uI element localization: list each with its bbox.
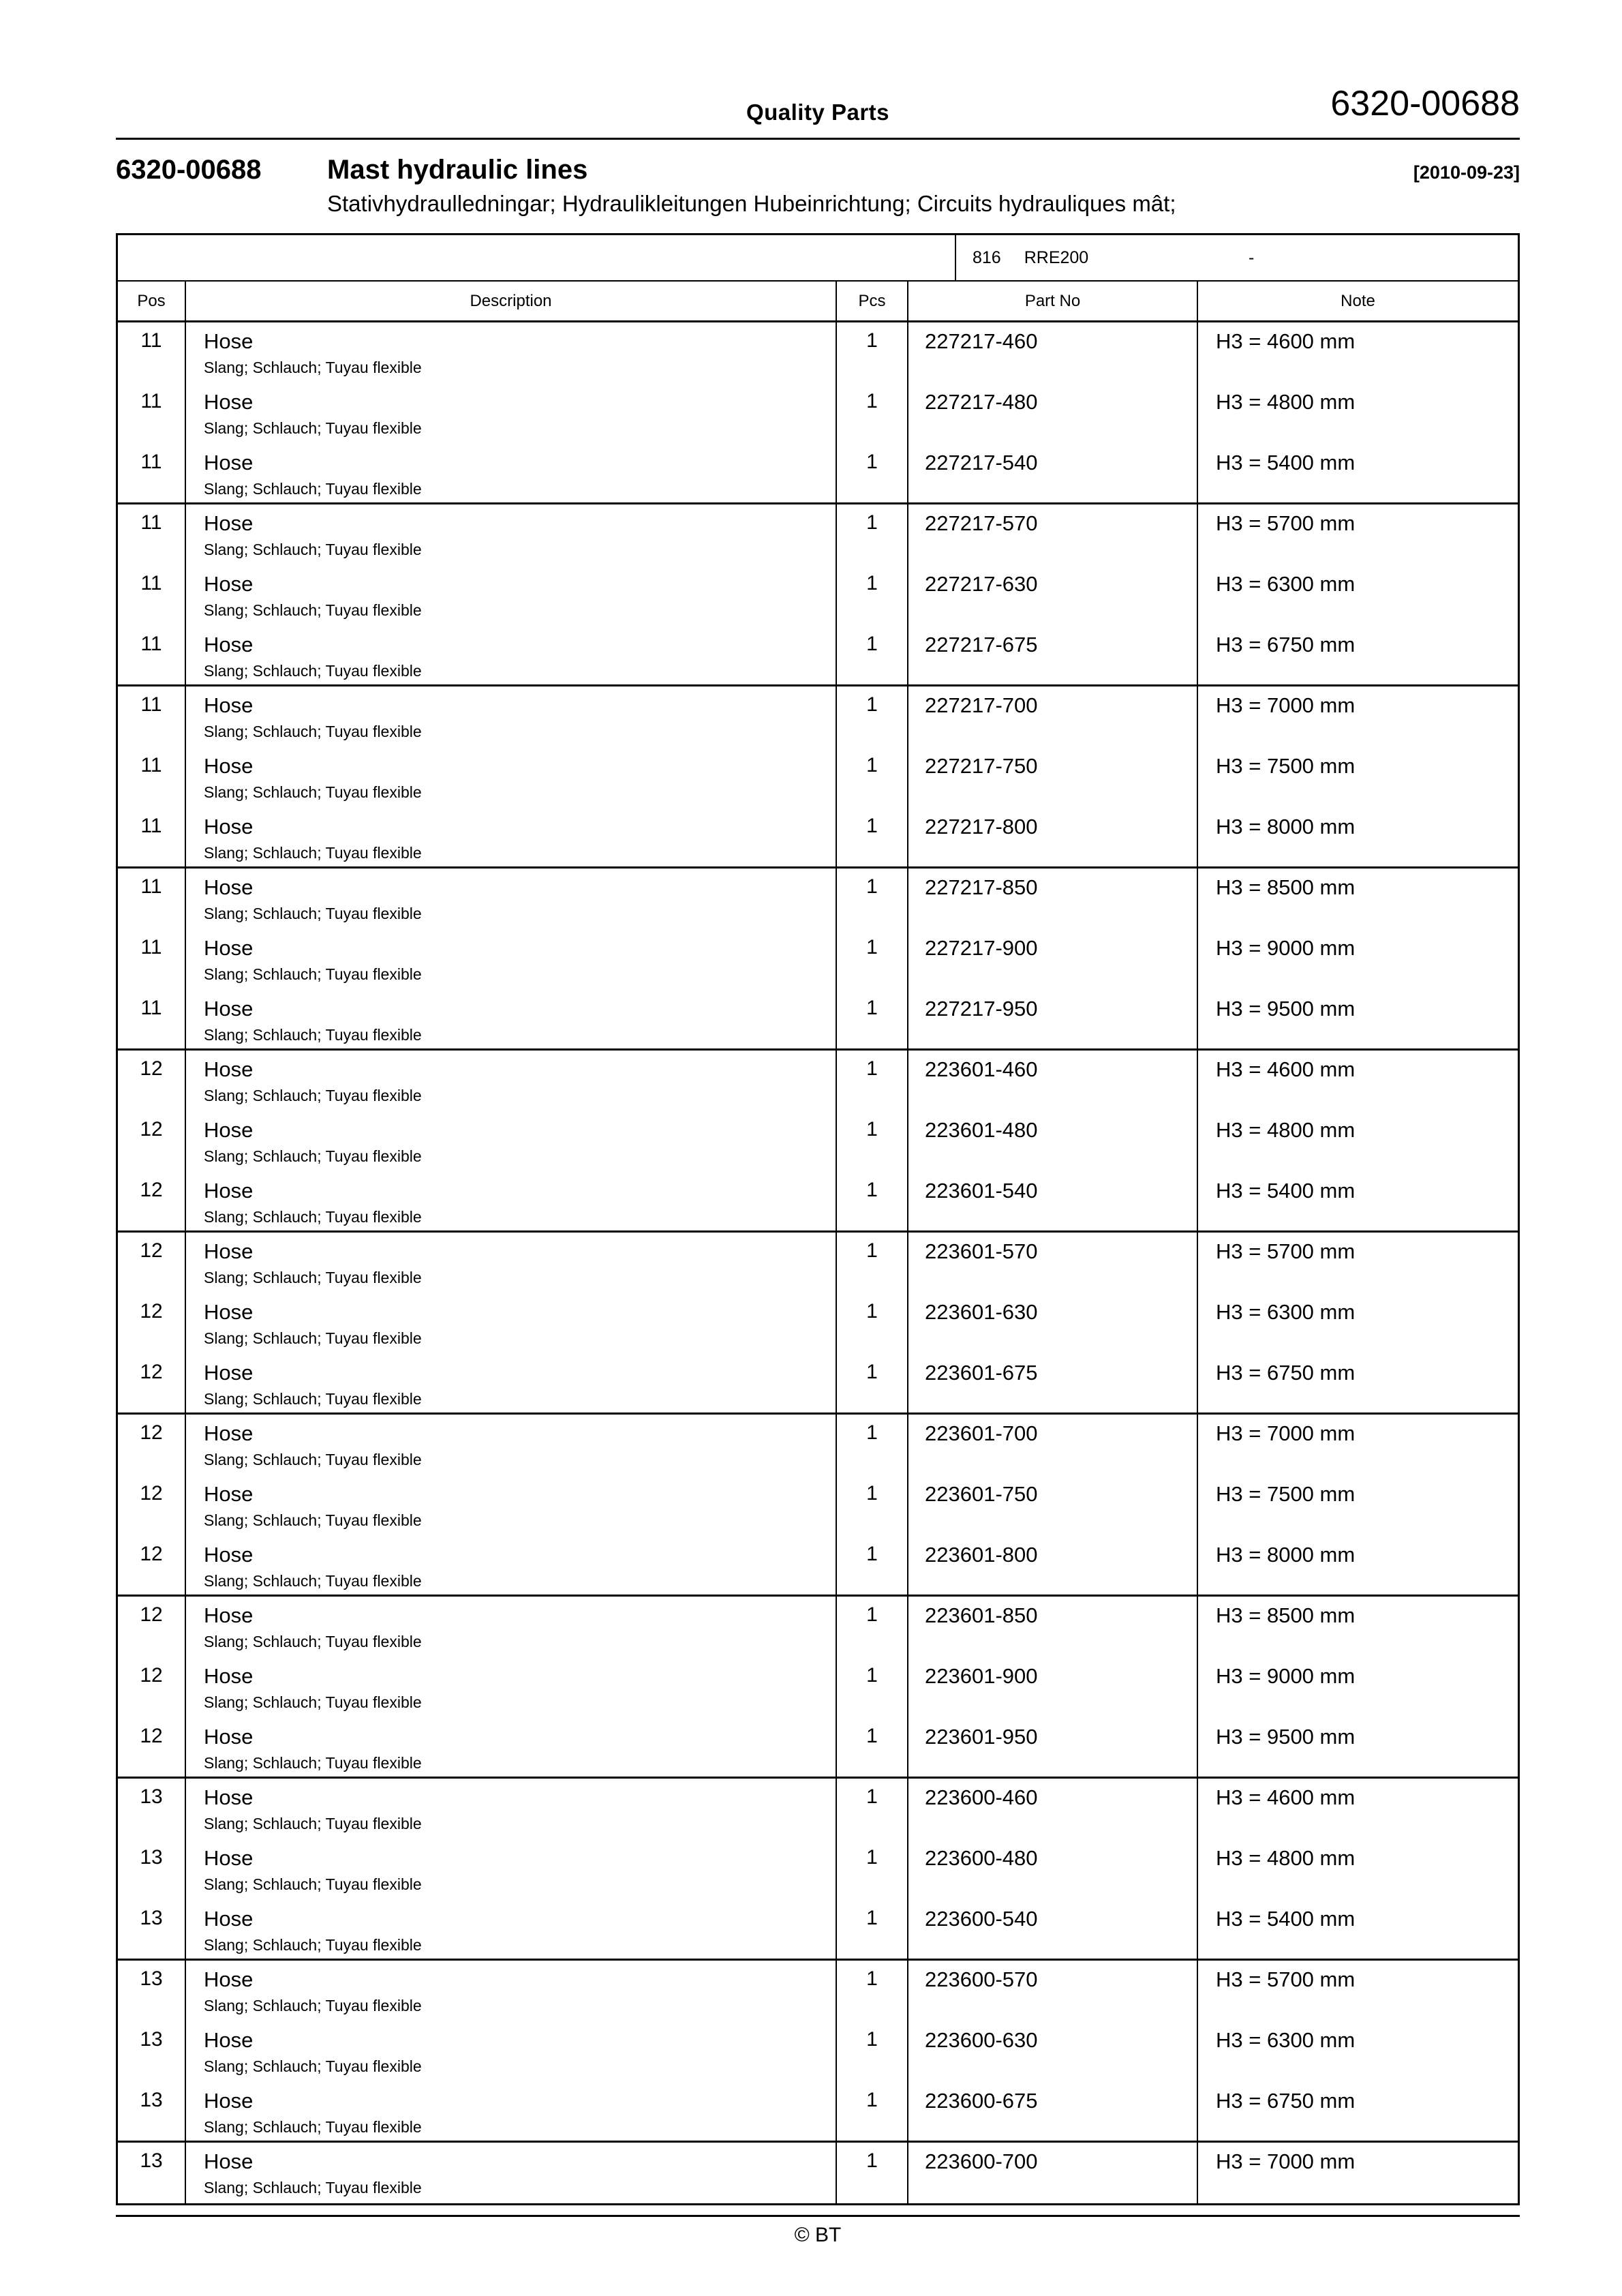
description-sub: Slang; Schlauch; Tuyau flexible xyxy=(204,844,422,862)
table-row xyxy=(118,1415,1518,1475)
note-cell: H3 = 8000 mm xyxy=(1216,815,1356,839)
description-main: Hose xyxy=(204,451,254,474)
description-cell xyxy=(186,1354,837,1413)
description-sub: Slang; Schlauch; Tuyau flexible xyxy=(204,2057,422,2075)
pos-cell: 12 xyxy=(118,1051,186,1111)
part-no-cell: 223600-630 xyxy=(908,2021,1198,2082)
footer-divider xyxy=(116,2215,1520,2217)
model-header-empty-cell xyxy=(118,235,956,280)
table-row xyxy=(118,1779,1518,1839)
pos-cell: 11 xyxy=(118,868,186,929)
model-header-row xyxy=(118,235,1518,282)
description-main: Hose xyxy=(204,390,254,414)
table-row xyxy=(118,1718,1518,1779)
note-cell: H3 = 5700 mm xyxy=(1216,1239,1356,1263)
pos-cell: 11 xyxy=(118,444,186,502)
pcs-cell: 1 xyxy=(837,1597,908,1657)
description-cell xyxy=(186,1961,837,2021)
table-row xyxy=(118,1961,1518,2021)
description-sub: Slang; Schlauch; Tuyau flexible xyxy=(204,1269,422,1286)
description-cell xyxy=(186,1536,837,1595)
description-main: Hose xyxy=(204,1846,254,1870)
pos-cell: 12 xyxy=(118,1475,186,1536)
note-cell: H3 = 4800 mm xyxy=(1216,1846,1356,1870)
column-header-part-no: Part No xyxy=(908,282,1198,320)
description-main: Hose xyxy=(204,875,254,899)
description-cell xyxy=(186,1111,837,1172)
header-document-number: 6320-00688 xyxy=(1330,84,1520,123)
note-cell: H3 = 6300 mm xyxy=(1216,1300,1356,1324)
pcs-cell: 1 xyxy=(837,1779,908,1839)
description-main: Hose xyxy=(204,1239,254,1263)
pcs-cell: 1 xyxy=(837,383,908,444)
description-sub: Slang; Schlauch; Tuyau flexible xyxy=(204,965,422,983)
table-row xyxy=(118,747,1518,808)
header-center-title: Quality Parts xyxy=(746,100,890,125)
note-cell: H3 = 6750 mm xyxy=(1216,2089,1356,2113)
table-row xyxy=(118,990,1518,1051)
table-row xyxy=(118,504,1518,565)
description-cell xyxy=(186,1900,837,1959)
description-cell xyxy=(186,383,837,444)
table-row xyxy=(118,1475,1518,1536)
note-cell: H3 = 8500 mm xyxy=(1216,1603,1356,1627)
description-main: Hose xyxy=(204,329,254,353)
part-no-cell: 223601-850 xyxy=(908,1597,1198,1657)
description-cell xyxy=(186,929,837,990)
pcs-cell: 1 xyxy=(837,504,908,565)
pcs-cell: 1 xyxy=(837,444,908,502)
page-header xyxy=(116,0,1520,140)
note-cell: H3 = 4600 mm xyxy=(1216,329,1356,353)
part-no-cell: 223601-460 xyxy=(908,1051,1198,1111)
description-sub: Slang; Schlauch; Tuyau flexible xyxy=(204,2179,422,2196)
note-cell: H3 = 6300 mm xyxy=(1216,572,1356,596)
note-cell: H3 = 5400 mm xyxy=(1216,451,1356,474)
part-no-cell: 227217-675 xyxy=(908,626,1198,684)
table-row xyxy=(118,383,1518,444)
note-cell: H3 = 5700 mm xyxy=(1216,1967,1356,1991)
page-title: Mast hydraulic lines xyxy=(327,155,588,185)
table-row xyxy=(118,2082,1518,2143)
description-cell xyxy=(186,626,837,684)
pcs-cell: 1 xyxy=(837,868,908,929)
description-cell xyxy=(186,808,837,866)
description-cell xyxy=(186,1779,837,1839)
note-cell: H3 = 5400 mm xyxy=(1216,1179,1356,1203)
description-sub: Slang; Schlauch; Tuyau flexible xyxy=(204,1633,422,1650)
pos-cell: 12 xyxy=(118,1354,186,1413)
description-main: Hose xyxy=(204,2089,254,2113)
description-main: Hose xyxy=(204,1785,254,1809)
part-no-cell: 223601-540 xyxy=(908,1172,1198,1230)
note-cell: H3 = 6750 mm xyxy=(1216,633,1356,656)
note-cell: H3 = 7000 mm xyxy=(1216,1421,1356,1445)
description-sub: Slang; Schlauch; Tuyau flexible xyxy=(204,1754,422,1772)
table-row xyxy=(118,2143,1518,2203)
part-no-cell: 223601-900 xyxy=(908,1657,1198,1718)
description-main: Hose xyxy=(204,1057,254,1081)
pcs-cell: 1 xyxy=(837,2021,908,2082)
description-sub: Slang; Schlauch; Tuyau flexible xyxy=(204,1329,422,1347)
note-cell: H3 = 4800 mm xyxy=(1216,390,1356,414)
pos-cell: 12 xyxy=(118,1233,186,1293)
part-no-cell: 227217-800 xyxy=(908,808,1198,866)
pos-cell: 12 xyxy=(118,1172,186,1230)
description-main: Hose xyxy=(204,511,254,535)
pcs-cell: 1 xyxy=(837,1111,908,1172)
part-no-cell: 227217-540 xyxy=(908,444,1198,502)
note-cell: H3 = 5400 mm xyxy=(1216,1907,1356,1931)
description-sub: Slang; Schlauch; Tuyau flexible xyxy=(204,1997,422,2014)
pcs-cell: 1 xyxy=(837,1839,908,1900)
description-sub: Slang; Schlauch; Tuyau flexible xyxy=(204,1451,422,1468)
note-cell: H3 = 7000 mm xyxy=(1216,693,1356,717)
part-no-cell: 223601-800 xyxy=(908,1536,1198,1595)
description-sub: Slang; Schlauch; Tuyau flexible xyxy=(204,905,422,922)
pos-cell: 12 xyxy=(118,1415,186,1475)
pcs-cell: 1 xyxy=(837,1293,908,1354)
pos-cell: 12 xyxy=(118,1657,186,1718)
pos-cell: 11 xyxy=(118,626,186,684)
description-cell xyxy=(186,686,837,747)
pcs-cell: 1 xyxy=(837,2082,908,2141)
pos-cell: 12 xyxy=(118,1111,186,1172)
pcs-cell: 1 xyxy=(837,322,908,383)
part-no-cell: 223600-480 xyxy=(908,1839,1198,1900)
pcs-cell: 1 xyxy=(837,1172,908,1230)
description-main: Hose xyxy=(204,1725,254,1749)
note-cell: H3 = 8500 mm xyxy=(1216,875,1356,899)
note-cell: H3 = 5700 mm xyxy=(1216,511,1356,535)
description-sub: Slang; Schlauch; Tuyau flexible xyxy=(204,1087,422,1104)
pos-cell: 13 xyxy=(118,2143,186,2203)
description-main: Hose xyxy=(204,936,254,960)
note-cell: H3 = 4600 mm xyxy=(1216,1057,1356,1081)
pcs-cell: 1 xyxy=(837,929,908,990)
pcs-cell: 1 xyxy=(837,1900,908,1959)
pcs-cell: 1 xyxy=(837,747,908,808)
part-no-cell: 223600-460 xyxy=(908,1779,1198,1839)
pos-cell: 11 xyxy=(118,504,186,565)
table-row xyxy=(118,686,1518,747)
description-cell xyxy=(186,1597,837,1657)
table-header-row xyxy=(118,282,1518,322)
note-cell: H3 = 9500 mm xyxy=(1216,1725,1356,1749)
table-row xyxy=(118,626,1518,686)
column-header-description: Description xyxy=(186,282,837,320)
part-no-cell: 223601-480 xyxy=(908,1111,1198,1172)
table-row xyxy=(118,868,1518,929)
pcs-cell: 1 xyxy=(837,1961,908,2021)
part-no-cell: 227217-900 xyxy=(908,929,1198,990)
part-no-cell: 227217-850 xyxy=(908,868,1198,929)
description-sub: Slang; Schlauch; Tuyau flexible xyxy=(204,1390,422,1408)
pcs-cell: 1 xyxy=(837,1475,908,1536)
note-cell: H3 = 6750 mm xyxy=(1216,1361,1356,1385)
part-no-cell: 223601-750 xyxy=(908,1475,1198,1536)
description-cell xyxy=(186,990,837,1048)
table-row xyxy=(118,444,1518,504)
part-no-cell: 223600-540 xyxy=(908,1900,1198,1959)
table-row xyxy=(118,1536,1518,1597)
pos-cell: 11 xyxy=(118,686,186,747)
table-row xyxy=(118,1839,1518,1900)
description-cell xyxy=(186,2082,837,2141)
table-row xyxy=(118,565,1518,626)
part-no-cell: 223600-570 xyxy=(908,1961,1198,2021)
note-cell: H3 = 9000 mm xyxy=(1216,936,1356,960)
pos-cell: 13 xyxy=(118,2082,186,2141)
table-row xyxy=(118,2021,1518,2082)
pos-cell: 13 xyxy=(118,1900,186,1959)
description-cell xyxy=(186,868,837,929)
pcs-cell: 1 xyxy=(837,1354,908,1413)
description-cell xyxy=(186,747,837,808)
page-subtitle: Stativhydraulledningar; Hydraulikleitungen Hubeinrichtung; Circuits hydrauliques mât; xyxy=(327,191,1176,216)
description-main: Hose xyxy=(204,572,254,596)
part-no-cell: 223600-675 xyxy=(908,2082,1198,2141)
table-row xyxy=(118,1233,1518,1293)
part-no-cell: 227217-700 xyxy=(908,686,1198,747)
pos-cell: 11 xyxy=(118,929,186,990)
description-sub: Slang; Schlauch; Tuyau flexible xyxy=(204,1026,422,1044)
pos-cell: 12 xyxy=(118,1597,186,1657)
table-row xyxy=(118,1597,1518,1657)
note-cell: H3 = 9000 mm xyxy=(1216,1664,1356,1688)
description-cell xyxy=(186,504,837,565)
pos-cell: 11 xyxy=(118,990,186,1048)
table-row xyxy=(118,1657,1518,1718)
pcs-cell: 1 xyxy=(837,990,908,1048)
description-sub: Slang; Schlauch; Tuyau flexible xyxy=(204,1936,422,1954)
note-cell: H3 = 7000 mm xyxy=(1216,2149,1356,2173)
description-sub: Slang; Schlauch; Tuyau flexible xyxy=(204,662,422,680)
description-cell xyxy=(186,1051,837,1111)
pos-cell: 13 xyxy=(118,1839,186,1900)
note-cell: H3 = 9500 mm xyxy=(1216,997,1356,1021)
description-main: Hose xyxy=(204,754,254,778)
part-no-cell: 223601-950 xyxy=(908,1718,1198,1777)
description-sub: Slang; Schlauch; Tuyau flexible xyxy=(204,1208,422,1226)
pcs-cell: 1 xyxy=(837,686,908,747)
description-main: Hose xyxy=(204,693,254,717)
note-cell: H3 = 8000 mm xyxy=(1216,1543,1356,1567)
pcs-cell: 1 xyxy=(837,1051,908,1111)
description-sub: Slang; Schlauch; Tuyau flexible xyxy=(204,1875,422,1893)
part-no-cell: 227217-750 xyxy=(908,747,1198,808)
pos-cell: 11 xyxy=(118,565,186,626)
description-cell xyxy=(186,1475,837,1536)
part-no-cell: 227217-950 xyxy=(908,990,1198,1048)
description-main: Hose xyxy=(204,1543,254,1567)
pos-cell: 11 xyxy=(118,322,186,383)
description-main: Hose xyxy=(204,815,254,839)
part-no-cell: 223601-700 xyxy=(908,1415,1198,1475)
table-row xyxy=(118,1172,1518,1233)
model-variant: - xyxy=(1249,247,1255,267)
description-main: Hose xyxy=(204,2149,254,2173)
pos-cell: 12 xyxy=(118,1718,186,1777)
description-main: Hose xyxy=(204,1907,254,1931)
revision-date: [2010-09-23] xyxy=(1413,162,1520,183)
table-body xyxy=(118,322,1518,2203)
pos-cell: 13 xyxy=(118,1961,186,2021)
table-row xyxy=(118,1900,1518,1961)
pcs-cell: 1 xyxy=(837,565,908,626)
table-row xyxy=(118,1354,1518,1415)
pcs-cell: 1 xyxy=(837,808,908,866)
pcs-cell: 1 xyxy=(837,2143,908,2203)
pcs-cell: 1 xyxy=(837,626,908,684)
description-sub: Slang; Schlauch; Tuyau flexible xyxy=(204,783,422,801)
description-cell xyxy=(186,1293,837,1354)
description-cell xyxy=(186,444,837,502)
description-cell xyxy=(186,1233,837,1293)
description-main: Hose xyxy=(204,633,254,656)
table-row xyxy=(118,808,1518,868)
description-sub: Slang; Schlauch; Tuyau flexible xyxy=(204,480,422,498)
parts-table xyxy=(116,233,1520,2205)
pos-cell: 11 xyxy=(118,383,186,444)
column-header-pos: Pos xyxy=(118,282,186,320)
part-no-cell: 227217-630 xyxy=(908,565,1198,626)
part-no-cell: 227217-570 xyxy=(908,504,1198,565)
title-row xyxy=(116,155,1520,185)
description-sub: Slang; Schlauch; Tuyau flexible xyxy=(204,1572,422,1590)
description-main: Hose xyxy=(204,1603,254,1627)
pos-cell: 11 xyxy=(118,747,186,808)
description-cell xyxy=(186,1415,837,1475)
part-no-cell: 227217-480 xyxy=(908,383,1198,444)
description-sub: Slang; Schlauch; Tuyau flexible xyxy=(204,601,422,619)
pos-cell: 12 xyxy=(118,1536,186,1595)
pcs-cell: 1 xyxy=(837,1657,908,1718)
note-cell: H3 = 4600 mm xyxy=(1216,1785,1356,1809)
part-no-cell: 223601-630 xyxy=(908,1293,1198,1354)
description-sub: Slang; Schlauch; Tuyau flexible xyxy=(204,419,422,437)
description-cell xyxy=(186,2021,837,2082)
part-no-cell: 223600-700 xyxy=(908,2143,1198,2203)
pos-cell: 12 xyxy=(118,1293,186,1354)
model-header-model-cell xyxy=(956,248,1198,268)
note-cell: H3 = 6300 mm xyxy=(1216,2028,1356,2052)
model-name: RRE200 xyxy=(1024,247,1089,267)
description-sub: Slang; Schlauch; Tuyau flexible xyxy=(204,1815,422,1832)
document-number: 6320-00688 xyxy=(116,155,262,185)
description-sub: Slang; Schlauch; Tuyau flexible xyxy=(204,1693,422,1711)
model-series: 816 xyxy=(973,247,1001,267)
note-cell: H3 = 7500 mm xyxy=(1216,754,1356,778)
pcs-cell: 1 xyxy=(837,1536,908,1595)
description-main: Hose xyxy=(204,1967,254,1991)
description-cell xyxy=(186,1839,837,1900)
description-main: Hose xyxy=(204,1300,254,1324)
description-sub: Slang; Schlauch; Tuyau flexible xyxy=(204,2118,422,2136)
description-main: Hose xyxy=(204,1421,254,1445)
pcs-cell: 1 xyxy=(837,1415,908,1475)
description-main: Hose xyxy=(204,1361,254,1385)
footer-copyright: © BT xyxy=(794,2224,842,2246)
pcs-cell: 1 xyxy=(837,1233,908,1293)
description-cell xyxy=(186,2143,837,2203)
description-main: Hose xyxy=(204,1482,254,1506)
description-sub: Slang; Schlauch; Tuyau flexible xyxy=(204,541,422,558)
column-header-note: Note xyxy=(1341,291,1375,310)
description-cell xyxy=(186,322,837,383)
pos-cell: 13 xyxy=(118,1779,186,1839)
part-no-cell: 223601-570 xyxy=(908,1233,1198,1293)
description-main: Hose xyxy=(204,1118,254,1142)
description-sub: Slang; Schlauch; Tuyau flexible xyxy=(204,359,422,376)
pcs-cell: 1 xyxy=(837,1718,908,1777)
pos-cell: 13 xyxy=(118,2021,186,2082)
description-main: Hose xyxy=(204,997,254,1021)
description-main: Hose xyxy=(204,1664,254,1688)
note-cell: H3 = 7500 mm xyxy=(1216,1482,1356,1506)
description-cell xyxy=(186,1657,837,1718)
description-sub: Slang; Schlauch; Tuyau flexible xyxy=(204,1511,422,1529)
table-row xyxy=(118,929,1518,990)
table-row xyxy=(118,1293,1518,1354)
description-cell xyxy=(186,1718,837,1777)
part-no-cell: 223601-675 xyxy=(908,1354,1198,1413)
description-sub: Slang; Schlauch; Tuyau flexible xyxy=(204,723,422,740)
part-no-cell: 227217-460 xyxy=(908,322,1198,383)
table-row xyxy=(118,322,1518,383)
note-cell: H3 = 4800 mm xyxy=(1216,1118,1356,1142)
table-row xyxy=(118,1111,1518,1172)
description-cell xyxy=(186,565,837,626)
pos-cell: 11 xyxy=(118,808,186,866)
description-sub: Slang; Schlauch; Tuyau flexible xyxy=(204,1147,422,1165)
table-row xyxy=(118,1051,1518,1111)
column-header-pcs: Pcs xyxy=(837,282,908,320)
description-main: Hose xyxy=(204,2028,254,2052)
description-main: Hose xyxy=(204,1179,254,1203)
description-cell xyxy=(186,1172,837,1230)
